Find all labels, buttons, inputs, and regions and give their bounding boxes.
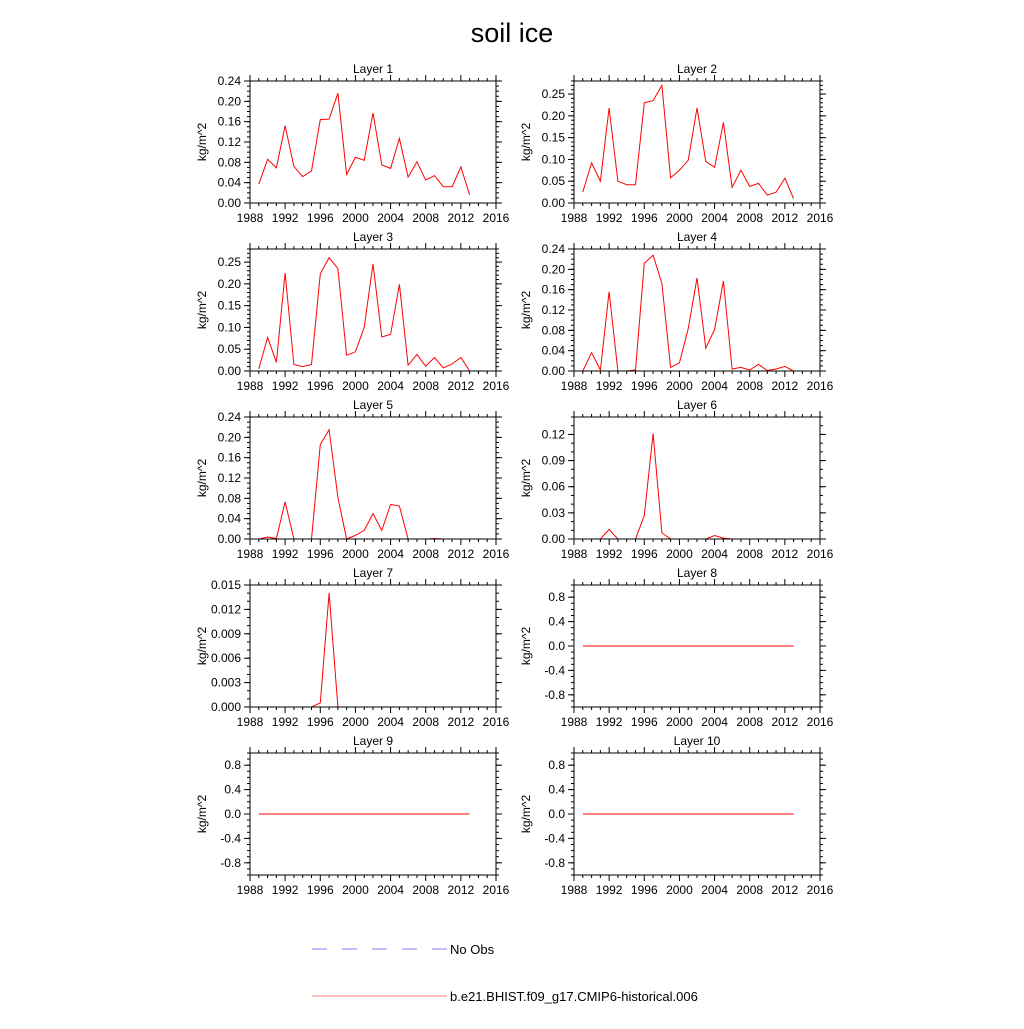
panel-layer-7 xyxy=(195,566,510,729)
y-tick-label: 0.00 xyxy=(541,196,565,210)
y-tick-label: -0.8 xyxy=(220,855,241,870)
y-tick-label: 0.25 xyxy=(217,255,241,270)
x-tick-label: 1996 xyxy=(306,715,334,729)
x-tick-label: 1996 xyxy=(630,883,658,897)
y-tick-label: 0.20 xyxy=(217,94,241,109)
series-line xyxy=(259,593,470,707)
y-tick-label: 0.12 xyxy=(217,135,241,149)
x-tick-label: 2004 xyxy=(377,883,404,897)
y-tick-label: 0.0 xyxy=(224,807,241,821)
x-tick-label: 1992 xyxy=(595,547,623,561)
x-tick-label: 2012 xyxy=(447,379,475,393)
y-tick-label: 0.0 xyxy=(548,639,565,653)
y-tick-label: 0.25 xyxy=(541,87,565,102)
x-tick-label: 2004 xyxy=(377,379,404,393)
x-tick-label: 2012 xyxy=(771,715,799,729)
panel-layer-2 xyxy=(519,62,834,225)
x-tick-label: 1992 xyxy=(271,883,299,897)
y-tick-label: -0.4 xyxy=(544,831,565,846)
y-tick-label: 0.0 xyxy=(548,807,565,821)
x-tick-label: 2004 xyxy=(701,211,728,225)
y-tick-label: -0.4 xyxy=(544,663,565,678)
panel-title: Layer 6 xyxy=(676,398,718,412)
y-tick-label: 0.4 xyxy=(224,782,241,797)
y-axis-label: kg/m^2 xyxy=(519,122,533,162)
x-tick-label: 2016 xyxy=(806,715,834,729)
x-tick-label: 2016 xyxy=(806,883,834,897)
y-tick-label: 0.15 xyxy=(541,130,565,145)
x-tick-label: 2004 xyxy=(701,379,728,393)
panel-layer-6 xyxy=(519,398,834,561)
x-tick-label: 2000 xyxy=(342,715,369,729)
x-tick-label: 2012 xyxy=(771,883,799,897)
y-tick-label: 0.04 xyxy=(541,343,565,358)
plot-frame xyxy=(250,417,496,539)
x-tick-label: 2004 xyxy=(701,547,728,561)
y-axis-label: kg/m^2 xyxy=(519,626,533,666)
x-tick-label: 2016 xyxy=(482,883,510,897)
x-tick-label: 1988 xyxy=(560,547,588,561)
x-tick-label: 1988 xyxy=(560,379,588,393)
panel-title: Layer 7 xyxy=(352,566,394,580)
x-tick-label: 2008 xyxy=(412,883,440,897)
panel-title: Layer 9 xyxy=(352,734,394,748)
x-tick-label: 1988 xyxy=(236,547,264,561)
panel-title: Layer 8 xyxy=(676,566,718,580)
plot-frame xyxy=(250,81,496,203)
y-tick-label: 0.12 xyxy=(217,471,241,485)
y-tick-label: 0.06 xyxy=(541,479,565,494)
x-tick-label: 1988 xyxy=(560,715,588,729)
x-tick-label: 1996 xyxy=(306,211,334,225)
legend-item-model xyxy=(312,989,698,1004)
x-tick-label: 1992 xyxy=(595,715,623,729)
panel-title: Layer 2 xyxy=(676,62,718,76)
x-tick-label: 2012 xyxy=(771,211,799,225)
y-tick-label: -0.4 xyxy=(220,831,241,846)
y-tick-label: 0.00 xyxy=(217,196,241,210)
y-tick-label: 0.24 xyxy=(217,410,241,424)
series-line xyxy=(259,258,470,371)
panel-layer-9 xyxy=(195,734,510,897)
x-tick-label: 1992 xyxy=(271,379,299,393)
y-tick-label: 0.16 xyxy=(541,282,565,297)
y-tick-label: 0.012 xyxy=(210,602,241,617)
y-tick-label: 0.00 xyxy=(217,532,241,546)
x-tick-label: 2008 xyxy=(736,211,764,225)
plot-frame xyxy=(574,81,820,203)
x-tick-label: 2000 xyxy=(342,379,369,393)
x-tick-label: 1988 xyxy=(236,883,264,897)
y-tick-label: 0.05 xyxy=(217,342,241,357)
panel-title: Layer 3 xyxy=(352,230,394,244)
x-tick-label: 2012 xyxy=(771,547,799,561)
y-tick-label: 0.08 xyxy=(541,323,565,338)
x-tick-label: 2000 xyxy=(666,883,693,897)
legend xyxy=(312,942,698,1004)
y-axis-label: kg/m^2 xyxy=(519,290,533,330)
y-tick-label: 0.04 xyxy=(217,175,241,190)
y-tick-label: 0.20 xyxy=(541,108,565,123)
x-tick-label: 1992 xyxy=(595,379,623,393)
y-axis-label: kg/m^2 xyxy=(195,290,209,330)
panel-title: Layer 1 xyxy=(352,62,394,76)
y-tick-label: 0.00 xyxy=(217,364,241,378)
y-axis-label: kg/m^2 xyxy=(195,794,209,834)
x-tick-label: 1996 xyxy=(306,883,334,897)
x-tick-label: 2004 xyxy=(377,211,404,225)
legend-item-no-obs xyxy=(312,942,495,957)
x-tick-label: 1996 xyxy=(306,379,334,393)
panel-layer-1 xyxy=(195,62,510,225)
y-tick-label: 0.09 xyxy=(541,453,565,468)
y-tick-label: 0.4 xyxy=(548,782,565,797)
y-tick-label: 0.16 xyxy=(217,450,241,465)
plot-frame xyxy=(250,585,496,707)
series-line xyxy=(259,430,470,539)
y-tick-label: 0.03 xyxy=(541,505,565,520)
y-tick-label: 0.4 xyxy=(548,614,565,629)
x-tick-label: 1996 xyxy=(306,547,334,561)
legend-label: No Obs xyxy=(450,942,495,957)
x-tick-label: 2000 xyxy=(342,547,369,561)
panel-layer-8 xyxy=(519,566,834,729)
panel-layer-10 xyxy=(519,734,834,897)
x-tick-label: 1992 xyxy=(595,883,623,897)
x-tick-label: 1992 xyxy=(595,211,623,225)
x-tick-label: 2000 xyxy=(342,211,369,225)
y-axis-label: kg/m^2 xyxy=(195,458,209,498)
y-tick-label: 0.20 xyxy=(217,430,241,445)
x-tick-label: 2000 xyxy=(342,883,369,897)
x-tick-label: 1996 xyxy=(630,211,658,225)
x-tick-label: 2000 xyxy=(666,379,693,393)
x-tick-label: 2016 xyxy=(482,379,510,393)
x-tick-label: 2008 xyxy=(412,547,440,561)
x-tick-label: 2008 xyxy=(412,379,440,393)
x-tick-label: 2008 xyxy=(736,883,764,897)
x-tick-label: 2012 xyxy=(447,883,475,897)
y-tick-label: -0.8 xyxy=(544,855,565,870)
x-tick-label: 2004 xyxy=(701,715,728,729)
x-tick-label: 1988 xyxy=(236,379,264,393)
y-tick-label: 0.00 xyxy=(541,364,565,378)
y-tick-label: 0.08 xyxy=(217,491,241,506)
x-tick-label: 1992 xyxy=(271,211,299,225)
chart-title: soil ice xyxy=(470,18,554,48)
panel-title: Layer 4 xyxy=(676,230,718,244)
panel-layer-4 xyxy=(519,230,834,393)
series-line xyxy=(583,85,794,198)
x-tick-label: 2008 xyxy=(736,379,764,393)
x-tick-label: 2016 xyxy=(806,547,834,561)
y-tick-label: 0.000 xyxy=(210,700,241,714)
y-tick-label: 0.009 xyxy=(210,626,241,641)
x-tick-label: 2012 xyxy=(447,715,475,729)
x-tick-label: 2016 xyxy=(482,211,510,225)
y-tick-label: 0.8 xyxy=(548,590,565,605)
y-tick-label: 0.8 xyxy=(224,758,241,773)
x-tick-label: 2016 xyxy=(806,211,834,225)
x-tick-label: 2012 xyxy=(447,211,475,225)
panel-layer-3 xyxy=(195,230,510,393)
x-tick-label: 2000 xyxy=(666,547,693,561)
x-tick-label: 1988 xyxy=(560,211,588,225)
y-tick-label: 0.24 xyxy=(541,242,565,256)
x-tick-label: 1996 xyxy=(630,715,658,729)
x-tick-label: 2012 xyxy=(447,547,475,561)
x-tick-label: 2008 xyxy=(412,211,440,225)
y-tick-label: 0.16 xyxy=(217,114,241,129)
x-tick-label: 1988 xyxy=(560,883,588,897)
series-line xyxy=(583,255,794,371)
y-tick-label: 0.08 xyxy=(217,155,241,170)
panel-title: Layer 10 xyxy=(673,734,721,748)
y-tick-label: 0.015 xyxy=(210,578,241,592)
x-tick-label: 1992 xyxy=(271,547,299,561)
x-tick-label: 2008 xyxy=(736,715,764,729)
y-tick-label: 0.8 xyxy=(548,758,565,773)
y-tick-label: 0.00 xyxy=(541,532,565,546)
x-tick-label: 2008 xyxy=(412,715,440,729)
y-tick-label: 0.006 xyxy=(210,651,241,666)
x-tick-label: 1988 xyxy=(236,211,264,225)
series-line xyxy=(259,93,470,195)
x-tick-label: 2016 xyxy=(806,379,834,393)
y-tick-label: 0.12 xyxy=(541,303,565,317)
y-tick-label: 0.15 xyxy=(217,298,241,313)
y-tick-label: 0.20 xyxy=(217,276,241,291)
y-axis-label: kg/m^2 xyxy=(519,458,533,498)
y-tick-label: 0.20 xyxy=(541,262,565,277)
panel-layer-5 xyxy=(195,398,510,561)
panel-title: Layer 5 xyxy=(352,398,394,412)
x-tick-label: 1996 xyxy=(630,547,658,561)
x-tick-label: 2008 xyxy=(736,547,764,561)
y-tick-label: 0.003 xyxy=(210,675,241,690)
x-tick-label: 1988 xyxy=(236,715,264,729)
x-tick-label: 1992 xyxy=(271,715,299,729)
y-tick-label: 0.24 xyxy=(217,74,241,88)
x-tick-label: 2016 xyxy=(482,547,510,561)
y-axis-label: kg/m^2 xyxy=(195,626,209,666)
x-tick-label: 2000 xyxy=(666,715,693,729)
series-line xyxy=(583,434,794,539)
y-tick-label: 0.05 xyxy=(541,174,565,189)
x-tick-label: 2004 xyxy=(377,547,404,561)
plot-frame xyxy=(574,417,820,539)
y-tick-label: 0.10 xyxy=(541,152,565,167)
y-axis-label: kg/m^2 xyxy=(519,794,533,834)
y-tick-label: 0.12 xyxy=(541,427,565,442)
x-tick-label: 2016 xyxy=(482,715,510,729)
legend-label: b.e21.BHIST.f09_g17.CMIP6-historical.006 xyxy=(450,989,698,1004)
y-tick-label: 0.04 xyxy=(217,511,241,526)
x-tick-label: 2004 xyxy=(701,883,728,897)
x-tick-label: 1996 xyxy=(630,379,658,393)
y-tick-label: 0.10 xyxy=(217,320,241,335)
x-tick-label: 2000 xyxy=(666,211,693,225)
y-tick-label: -0.8 xyxy=(544,687,565,702)
x-tick-label: 2012 xyxy=(771,379,799,393)
y-axis-label: kg/m^2 xyxy=(195,122,209,162)
x-tick-label: 2004 xyxy=(377,715,404,729)
